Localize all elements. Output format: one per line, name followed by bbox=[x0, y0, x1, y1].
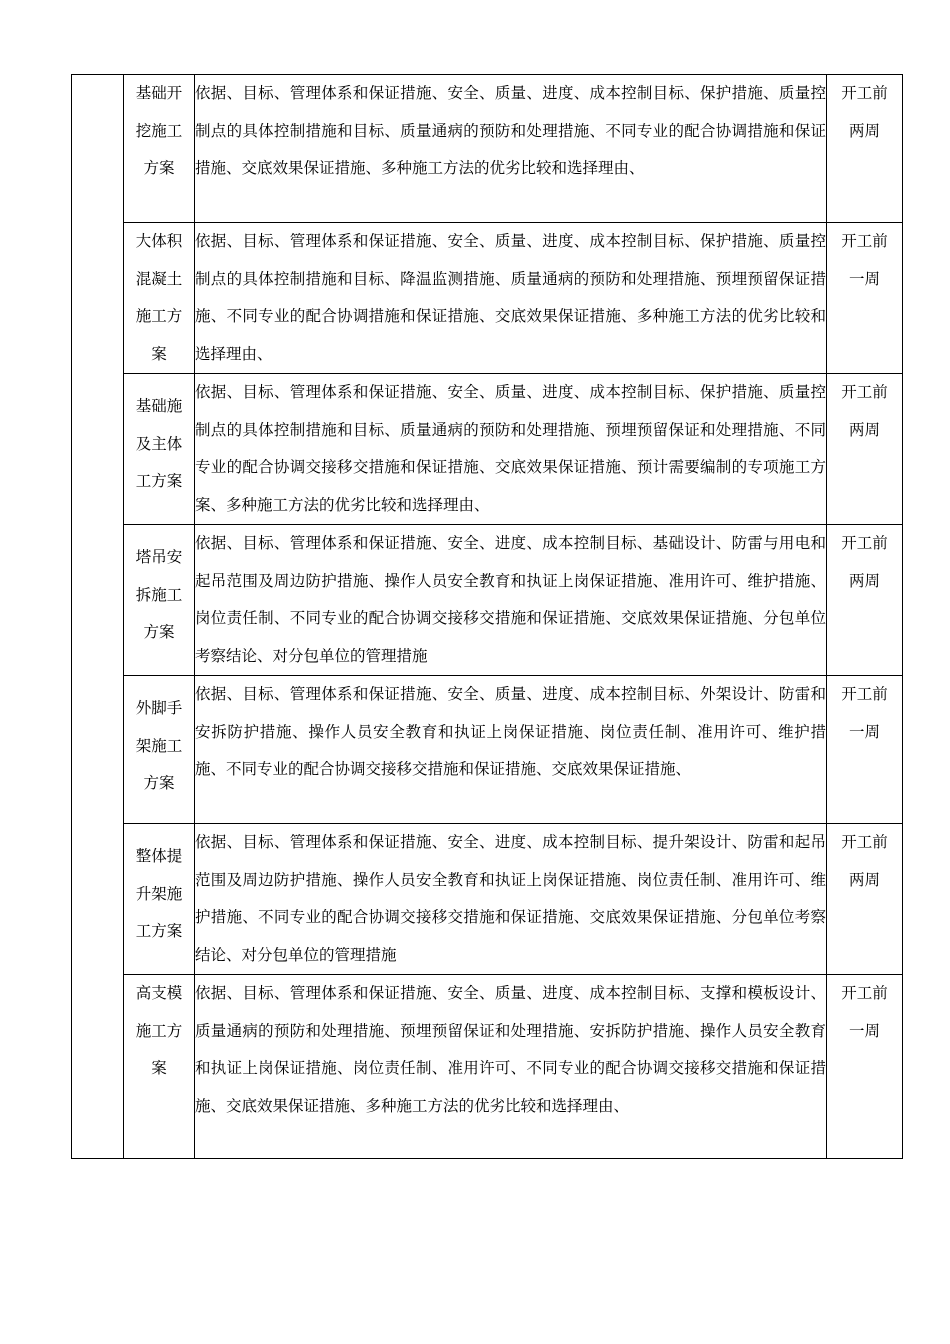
plan-time-cell bbox=[827, 223, 903, 374]
plan-time-line: 一周 bbox=[848, 722, 880, 741]
plan-time-line: 一周 bbox=[848, 1021, 880, 1040]
plan-time-line: 两周 bbox=[848, 571, 880, 590]
plan-name-cell bbox=[124, 525, 195, 676]
plan-time-cell bbox=[827, 75, 903, 223]
plan-time-cell bbox=[827, 374, 903, 525]
plan-time-line: 两周 bbox=[848, 870, 880, 889]
plan-content-cell: 依据、目标、管理体系和保证措施、安全、质量、进度、成本控制目标、保护措施、质量控制点的具体控制措施和目标、质量通病的预防和处理措施、不同专业的配合协调措施和保证措施、交底效果保证措施、多种施工方法的优劣比较和选择理由、 bbox=[195, 75, 827, 223]
plan-time-cell bbox=[827, 676, 903, 824]
table-row bbox=[72, 75, 903, 223]
plan-content-cell: 依据、目标、管理体系和保证措施、安全、进度、成本控制目标、基础设计、防雷与用电和起吊范围及周边防护措施、操作人员安全教育和执证上岗保证措施、准用许可、维护措施、岗位责任制、不同专业的配合协调交接移交措施和保证措施、交底效果保证措施、分包单位考察结论、对分包单位的管理措施 bbox=[195, 525, 827, 676]
plan-name-line: 方案 bbox=[143, 623, 175, 641]
plan-name-line: 施工方 bbox=[135, 1021, 183, 1040]
plan-content-cell: 依据、目标、管理体系和保证措施、安全、进度、成本控制目标、提升架设计、防雷和起吊范围及周边防护措施、操作人员安全教育和执证上岗保证措施、岗位责任制、准用许可、维护措施、不同专业的配合协调交接移交措施和保证措施、交底效果保证措施、分包单位考察结论、对分包单位的管理措施 bbox=[195, 824, 827, 975]
plan-time-line: 开工前 bbox=[841, 383, 888, 401]
plan-content-cell: 依据、目标、管理体系和保证措施、安全、质量、进度、成本控制目标、支撑和模板设计、质量通病的预防和处理措施、预埋预留保证和处理措施、安拆防护措施、操作人员安全教育和执证上岗保证措施、岗位责任制、准用许可、不同专业的配合协调交接移交措施和保证措施、交底效果保证措施、多种施工方法的优劣比较和选择理由、 bbox=[195, 975, 827, 1159]
plan-name-line: 混凝土 bbox=[135, 269, 183, 288]
plan-name-line: 方案 bbox=[143, 159, 175, 177]
plan-name-line: 高支模 bbox=[135, 984, 183, 1002]
plan-name-cell bbox=[124, 676, 195, 824]
plan-name-line: 塔吊安 bbox=[135, 548, 183, 566]
plan-name-line: 施工方 bbox=[135, 307, 183, 325]
plan-time-line: 两周 bbox=[848, 121, 880, 140]
plan-name-line: 整体提 bbox=[135, 847, 183, 865]
plan-time-line: 开工前 bbox=[841, 84, 888, 102]
plan-content-cell: 依据、目标、管理体系和保证措施、安全、质量、进度、成本控制目标、保护措施、质量控制点的具体控制措施和目标、降温监测措施、质量通病的预防和处理措施、预埋预留保证措施、不同专业的配合协调措施和保证措施、交底效果保证措施、多种施工方法的优劣比较和选择理由、 bbox=[195, 223, 827, 374]
plan-time-line: 开工前 bbox=[841, 232, 888, 250]
plan-name-line: 基础开 bbox=[135, 84, 183, 102]
plan-name-line: 方案 bbox=[143, 774, 175, 792]
table-row bbox=[72, 975, 903, 1159]
table-row bbox=[72, 676, 903, 824]
plan-name-cell bbox=[124, 975, 195, 1159]
plan-time-line: 开工前 bbox=[841, 534, 888, 552]
plan-name-line: 大体积 bbox=[135, 232, 183, 250]
plan-name-line: 基础施 bbox=[135, 397, 183, 415]
plan-time-cell bbox=[827, 975, 903, 1159]
plan-content-cell: 依据、目标、管理体系和保证措施、安全、质量、进度、成本控制目标、保护措施、质量控制点的具体控制措施和目标、质量通病的预防和处理措施、预埋预留保证和处理措施、不同专业的配合协调交接移交措施和保证措施、交底效果保证措施、预计需要编制的专项施工方案、多种施工方法的优劣比较和选择理由、 bbox=[195, 374, 827, 525]
table-row bbox=[72, 824, 903, 975]
plan-name-cell bbox=[124, 223, 195, 374]
plan-time-line: 开工前 bbox=[841, 685, 888, 703]
construction-plan-table bbox=[71, 74, 903, 1159]
plan-name-line: 工方案 bbox=[135, 922, 183, 940]
plan-time-line: 两周 bbox=[848, 420, 880, 439]
plan-name-line: 案 bbox=[151, 344, 167, 363]
plan-name-line: 工方案 bbox=[135, 472, 183, 490]
category-cell bbox=[72, 75, 124, 1159]
plan-name-line: 升架施 bbox=[135, 884, 183, 903]
plan-name-line: 拆施工 bbox=[135, 585, 183, 604]
plan-time-line: 开工前 bbox=[841, 984, 888, 1002]
plan-time-cell bbox=[827, 824, 903, 975]
plan-name-line: 及主体 bbox=[135, 434, 183, 453]
plan-name-cell bbox=[124, 75, 195, 223]
plan-name-line: 架施工 bbox=[135, 736, 183, 755]
table-row bbox=[72, 223, 903, 374]
plan-name-cell bbox=[124, 824, 195, 975]
plan-name-cell bbox=[124, 374, 195, 525]
table-row bbox=[72, 374, 903, 525]
plan-time-line: 开工前 bbox=[841, 833, 888, 851]
plan-time-cell bbox=[827, 525, 903, 676]
table-row bbox=[72, 525, 903, 676]
plan-name-line: 外脚手 bbox=[135, 699, 183, 717]
plan-content-cell: 依据、目标、管理体系和保证措施、安全、质量、进度、成本控制目标、外架设计、防雷和安拆防护措施、操作人员安全教育和执证上岗保证措施、岗位责任制、准用许可、维护措施、不同专业的配合协调交接移交措施和保证措施、交底效果保证措施、 bbox=[195, 676, 827, 824]
plan-name-line: 挖施工 bbox=[135, 121, 183, 140]
plan-time-line: 一周 bbox=[848, 269, 880, 288]
plan-name-line: 案 bbox=[151, 1059, 167, 1077]
